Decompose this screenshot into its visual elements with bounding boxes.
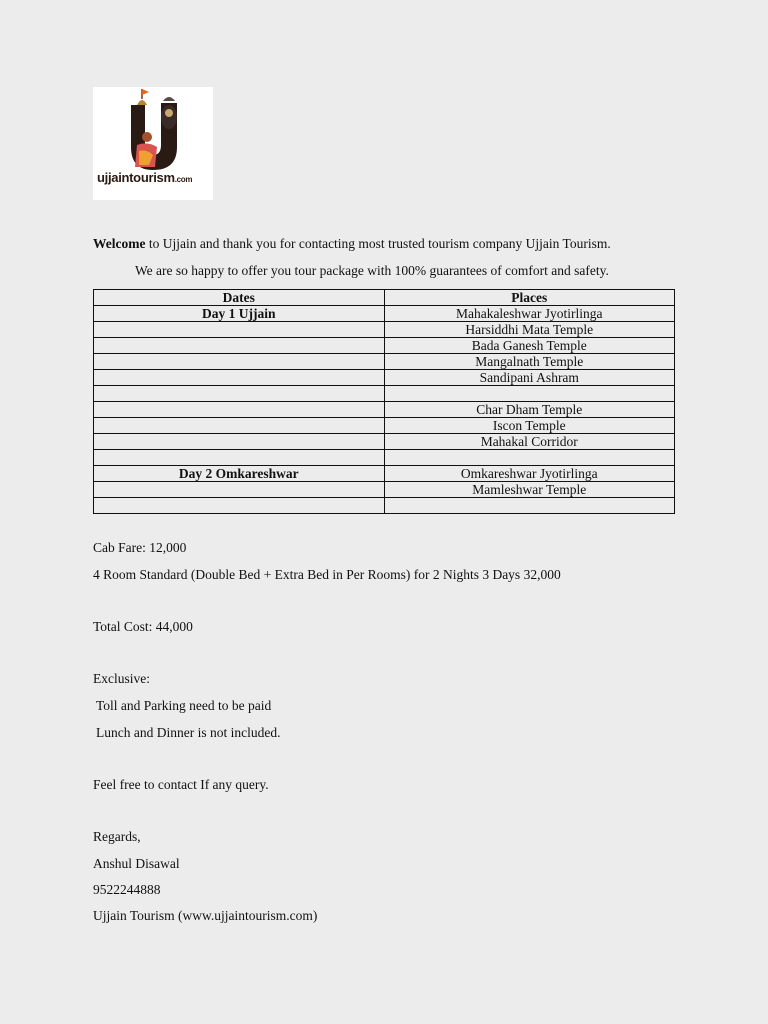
place-cell: Char Dham Temple [384, 402, 675, 418]
date-cell [94, 482, 385, 498]
table-row [94, 434, 675, 450]
table-row [94, 338, 675, 354]
contact-note: Feel free to contact If any query. [93, 777, 269, 792]
logo-wordmark: ujjaintourism.com [97, 170, 193, 185]
table-row [94, 418, 675, 434]
table-row [94, 482, 675, 498]
exclusive-title: Exclusive: [93, 671, 150, 686]
dates-header: Dates [94, 290, 385, 306]
company-logo [93, 87, 213, 200]
table-row [94, 450, 675, 466]
table-row [94, 402, 675, 418]
date-cell [94, 434, 385, 450]
table-row [94, 386, 675, 402]
place-cell: Mahakaleshwar Jyotirlinga [384, 306, 675, 322]
date-cell [94, 338, 385, 354]
table-row [94, 466, 675, 482]
date-cell [94, 498, 385, 514]
place-cell: Bada Ganesh Temple [384, 338, 675, 354]
welcome-text: to Ujjain and thank you for contacting most trusted tourism company Ujjain Tourism. [145, 236, 611, 251]
table-row [94, 498, 675, 514]
place-cell: Mahakal Corridor [384, 434, 675, 450]
date-cell [94, 402, 385, 418]
sender-phone: 9522244888 [93, 882, 161, 897]
date-cell [94, 354, 385, 370]
place-cell [384, 386, 675, 402]
place-cell: Mangalnath Temple [384, 354, 675, 370]
place-cell [384, 450, 675, 466]
date-cell: Day 1 Ujjain [94, 306, 385, 322]
date-cell [94, 322, 385, 338]
place-cell: Harsiddhi Mata Temple [384, 322, 675, 338]
sender-name: Anshul Disawal [93, 856, 180, 871]
date-cell [94, 418, 385, 434]
place-cell [384, 498, 675, 514]
ujjain-u-logo-icon [93, 87, 213, 171]
regards: Regards, [93, 829, 141, 844]
sender-company: Ujjain Tourism (www.ujjaintourism.com) [93, 908, 318, 923]
table-row [94, 370, 675, 386]
offer-paragraph: We are so happy to offer you tour package with 100% guarantees of comfort and safety. [135, 263, 609, 278]
welcome-paragraph [93, 236, 611, 252]
place-cell: Mamleshwar Temple [384, 482, 675, 498]
places-header: Places [384, 290, 675, 306]
place-cell: Omkareshwar Jyotirlinga [384, 466, 675, 482]
exclusive-item: Toll and Parking need to be paid [96, 698, 272, 713]
welcome-bold: Welcome [93, 236, 146, 251]
date-cell: Day 2 Omkareshwar [94, 466, 385, 482]
table-row [94, 322, 675, 338]
place-cell: Iscon Temple [384, 418, 675, 434]
table-row [94, 306, 675, 322]
place-cell: Sandipani Ashram [384, 370, 675, 386]
date-cell [94, 450, 385, 466]
table-header-row [94, 290, 675, 306]
table-row [94, 354, 675, 370]
total-cost: Total Cost: 44,000 [93, 619, 193, 634]
exclusive-item: Lunch and Dinner is not included. [96, 725, 281, 740]
room-cost: 4 Room Standard (Double Bed + Extra Bed in Per Rooms) for 2 Nights 3 Days 32,000 [93, 567, 561, 582]
date-cell [94, 370, 385, 386]
itinerary-table [93, 289, 675, 514]
date-cell [94, 386, 385, 402]
cab-fare: Cab Fare: 12,000 [93, 540, 187, 555]
